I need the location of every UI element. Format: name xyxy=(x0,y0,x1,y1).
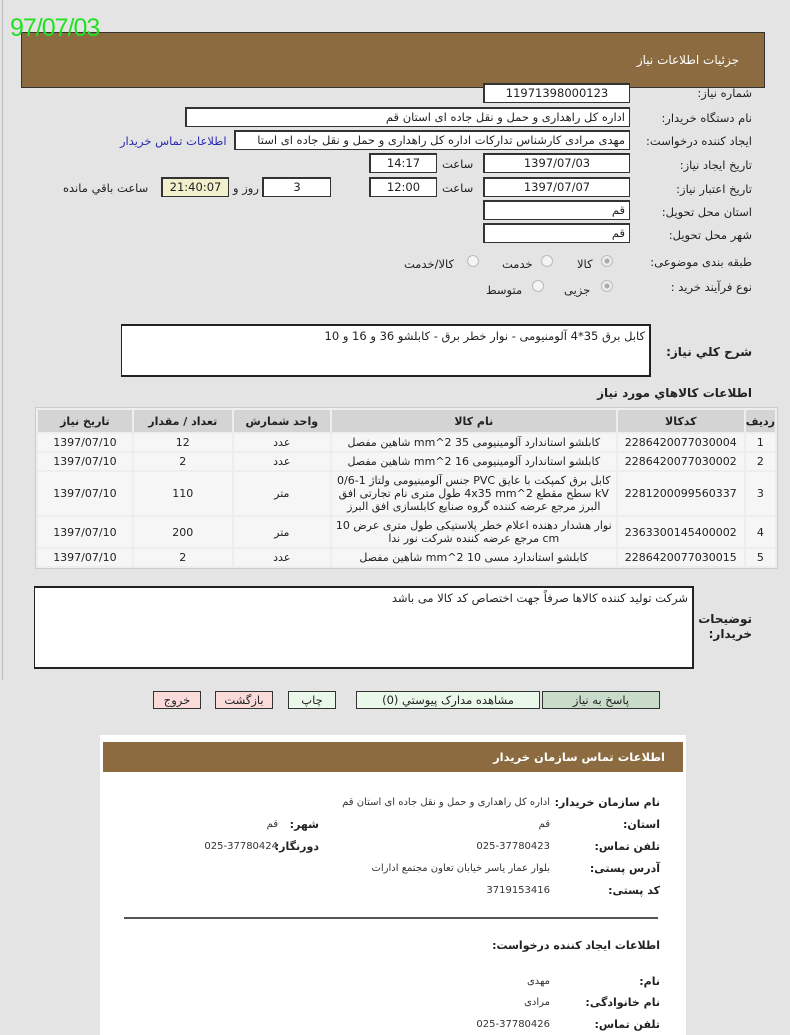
back-button[interactable]: بازگشت xyxy=(215,691,273,709)
print-button[interactable]: چاپ xyxy=(288,691,336,709)
province-c-label: استان: xyxy=(623,818,660,831)
category-both-label: کالا/خدمت xyxy=(404,257,455,271)
created-date-field[interactable]: 1397/07/03 xyxy=(483,153,630,173)
item-unit: متر xyxy=(234,472,330,515)
table-row xyxy=(38,453,775,470)
notes-label: توضیحات خریدار: xyxy=(698,612,752,641)
table-header-row xyxy=(38,410,775,432)
col-qty: تعداد / مقدار xyxy=(134,410,232,432)
page-header xyxy=(21,32,765,88)
col-name: نام کالا xyxy=(332,410,616,432)
item-qty: 12 xyxy=(134,434,232,451)
table-row xyxy=(38,434,775,451)
contact-title: اطلاعات تماس سازمان خریدار xyxy=(493,750,665,764)
buyer-label: نام دستگاه خریدار: xyxy=(661,111,752,125)
items-table xyxy=(35,407,778,569)
item-date: 1397/07/10 xyxy=(38,453,132,470)
province-label: استان محل تحویل: xyxy=(661,205,752,219)
col-row: ردیف xyxy=(746,410,775,432)
province-c-value: قم xyxy=(538,819,550,830)
valid-time-label: ساعت xyxy=(442,181,474,195)
need-number-field[interactable]: 11971398000123 xyxy=(483,83,630,103)
fax-value: 025-37780424 xyxy=(204,841,278,852)
postal-label: کد پستی: xyxy=(608,884,660,897)
org-label: نام سازمان خریدار: xyxy=(554,796,660,809)
days-field[interactable]: 3 xyxy=(262,177,331,197)
item-name: نوار هشدار دهنده اعلام خطر پلاستیکی طول متری عرض 10 cm مرجع عرضه کننده شرکت نور ندا xyxy=(332,517,616,547)
date-stamp: 97/07/03 xyxy=(10,14,100,42)
item-date: 1397/07/10 xyxy=(38,549,132,566)
process-medium-radio[interactable] xyxy=(532,280,544,292)
item-unit: عدد xyxy=(234,453,330,470)
city-c-value: قم xyxy=(266,819,278,830)
reply-button[interactable]: پاسخ به نیاز xyxy=(542,691,660,709)
row-number: 5 xyxy=(746,549,775,566)
org-value: اداره کل راهداری و حمل و نقل جاده ای استان قم xyxy=(342,797,550,808)
creator-label: ایجاد کننده درخواست: xyxy=(646,134,752,148)
items-title: اطلاعات كالاهاي مورد نياز xyxy=(597,386,752,400)
fax-label: دورنگار: xyxy=(274,840,319,853)
category-goods-radio[interactable] xyxy=(601,255,613,267)
created-label: تاریخ ایجاد نیاز: xyxy=(679,158,752,172)
table-row xyxy=(38,472,775,515)
item-unit: متر xyxy=(234,517,330,547)
creator-field[interactable]: مهدی مرادی کارشناس تدارکات اداره کل راهداری و حمل و نقل جاده ای استا xyxy=(234,130,630,150)
name-label: نام: xyxy=(639,975,660,988)
item-code: 2286420077030004 xyxy=(618,434,744,451)
item-name: کابلشو استاندارد آلومینیومی 35 mm^2 شاهین مفصل xyxy=(332,434,616,451)
process-label: نوع فرآیند خرید : xyxy=(670,280,752,294)
buyer-contact-link[interactable]: اطلاعات تماس خریدار xyxy=(120,134,227,148)
phone-value: 025-37780423 xyxy=(476,841,550,852)
valid-time-field[interactable]: 12:00 xyxy=(369,177,437,197)
col-date: تاریخ نیاز xyxy=(38,410,132,432)
phone-label: تلفن تماس: xyxy=(594,840,660,853)
province-field[interactable]: قم xyxy=(483,200,630,220)
col-code: کدکالا xyxy=(618,410,744,432)
summary-textarea[interactable]: کابل برق 35*4 آلومنیومی - نوار خطر برق - کابلشو 36 و 16 و 10 xyxy=(121,324,651,377)
days-label: روز و xyxy=(233,181,259,195)
contact-header xyxy=(103,742,683,772)
creator-info-title: اطلاعات ایجاد کننده درخواست: xyxy=(492,939,660,952)
col-unit: واحد شمارش xyxy=(234,410,330,432)
item-unit: عدد xyxy=(234,434,330,451)
item-name: کابل برق کمپکت با عایق PVC جنس آلومینیومی ولتاژ 1-0/6 kV سطح مقطع 4x35 mm^2 طول متری نام تجارتی افق البرز مرجع عرضه کننده گروه صنایع کابلسازی افق البرز xyxy=(332,472,616,515)
item-code: 2286420077030015 xyxy=(618,549,744,566)
city-c-label: شهر: xyxy=(289,818,319,831)
category-service-label: خدمت xyxy=(502,257,533,271)
summary-label: شرح كلي نياز: xyxy=(666,345,752,359)
need-number-label: شماره نیاز: xyxy=(697,86,752,100)
remaining-time-field: 21:40:07 xyxy=(161,177,229,197)
category-label: طبقه بندی موضوعی: xyxy=(650,255,752,269)
page-title: جزئيات اطلاعات نياز xyxy=(636,53,739,67)
buyer-field[interactable]: اداره کل راهداری و حمل و نقل جاده ای استان قم xyxy=(185,107,630,127)
valid-date-field[interactable]: 1397/07/07 xyxy=(483,177,630,197)
city-field[interactable]: قم xyxy=(483,223,630,243)
postal-value: 3719153416 xyxy=(486,885,550,896)
row-number: 3 xyxy=(746,472,775,515)
row-number: 2 xyxy=(746,453,775,470)
remaining-label: ساعت باقي مانده xyxy=(63,181,149,195)
table-row xyxy=(38,549,775,566)
item-code: 2281200099560337 xyxy=(618,472,744,515)
creator-phone-label: تلفن تماس: xyxy=(594,1018,660,1031)
table-row xyxy=(38,517,775,547)
item-date: 1397/07/10 xyxy=(38,517,132,547)
item-date: 1397/07/10 xyxy=(38,434,132,451)
divider xyxy=(124,917,658,919)
item-code: 2363300145400002 xyxy=(618,517,744,547)
city-label: شهر محل تحویل: xyxy=(668,228,752,242)
valid-label: تاریخ اعتبار نیاز: xyxy=(676,182,752,196)
item-qty: 200 xyxy=(134,517,232,547)
item-name: کابلشو استاندارد آلومینیومی 16 mm^2 شاهین مفصل xyxy=(332,453,616,470)
category-goods-label: کالا xyxy=(577,257,593,271)
process-medium-label: متوسط xyxy=(486,283,523,297)
process-minor-radio[interactable] xyxy=(601,280,613,292)
creator-phone-value: 025-37780426 xyxy=(476,1019,550,1030)
family-value: مرادی xyxy=(524,997,550,1008)
item-code: 2286420077030002 xyxy=(618,453,744,470)
item-qty: 2 xyxy=(134,549,232,566)
row-number: 4 xyxy=(746,517,775,547)
name-value: مهدی xyxy=(526,976,550,987)
category-service-radio[interactable] xyxy=(541,255,553,267)
address-label: آدرس پستی: xyxy=(589,862,660,875)
notes-textarea[interactable]: شرکت تولید کننده کالاها صرفاً جهت اختصاص کد کالا می باشد xyxy=(34,586,694,669)
category-both-radio[interactable] xyxy=(467,255,479,267)
item-unit: عدد xyxy=(234,549,330,566)
created-time-field[interactable]: 14:17 xyxy=(369,153,437,173)
created-time-label: ساعت xyxy=(442,157,474,171)
item-name: کابلشو استاندارد مسی 10 mm^2 شاهین مفصل xyxy=(332,549,616,566)
exit-button[interactable]: خروج xyxy=(153,691,201,709)
process-minor-label: جزیی xyxy=(564,283,591,297)
item-qty: 110 xyxy=(134,472,232,515)
contact-panel xyxy=(100,735,686,1035)
address-value: بلوار عمار یاسر خیابان تعاون مجتمع ادارات xyxy=(371,863,550,874)
attachments-button[interactable]: مشاهده مدارک پیوستي (0) xyxy=(356,691,540,709)
item-date: 1397/07/10 xyxy=(38,472,132,515)
row-number: 1 xyxy=(746,434,775,451)
item-qty: 2 xyxy=(134,453,232,470)
family-label: نام خانوادگی: xyxy=(585,996,660,1009)
